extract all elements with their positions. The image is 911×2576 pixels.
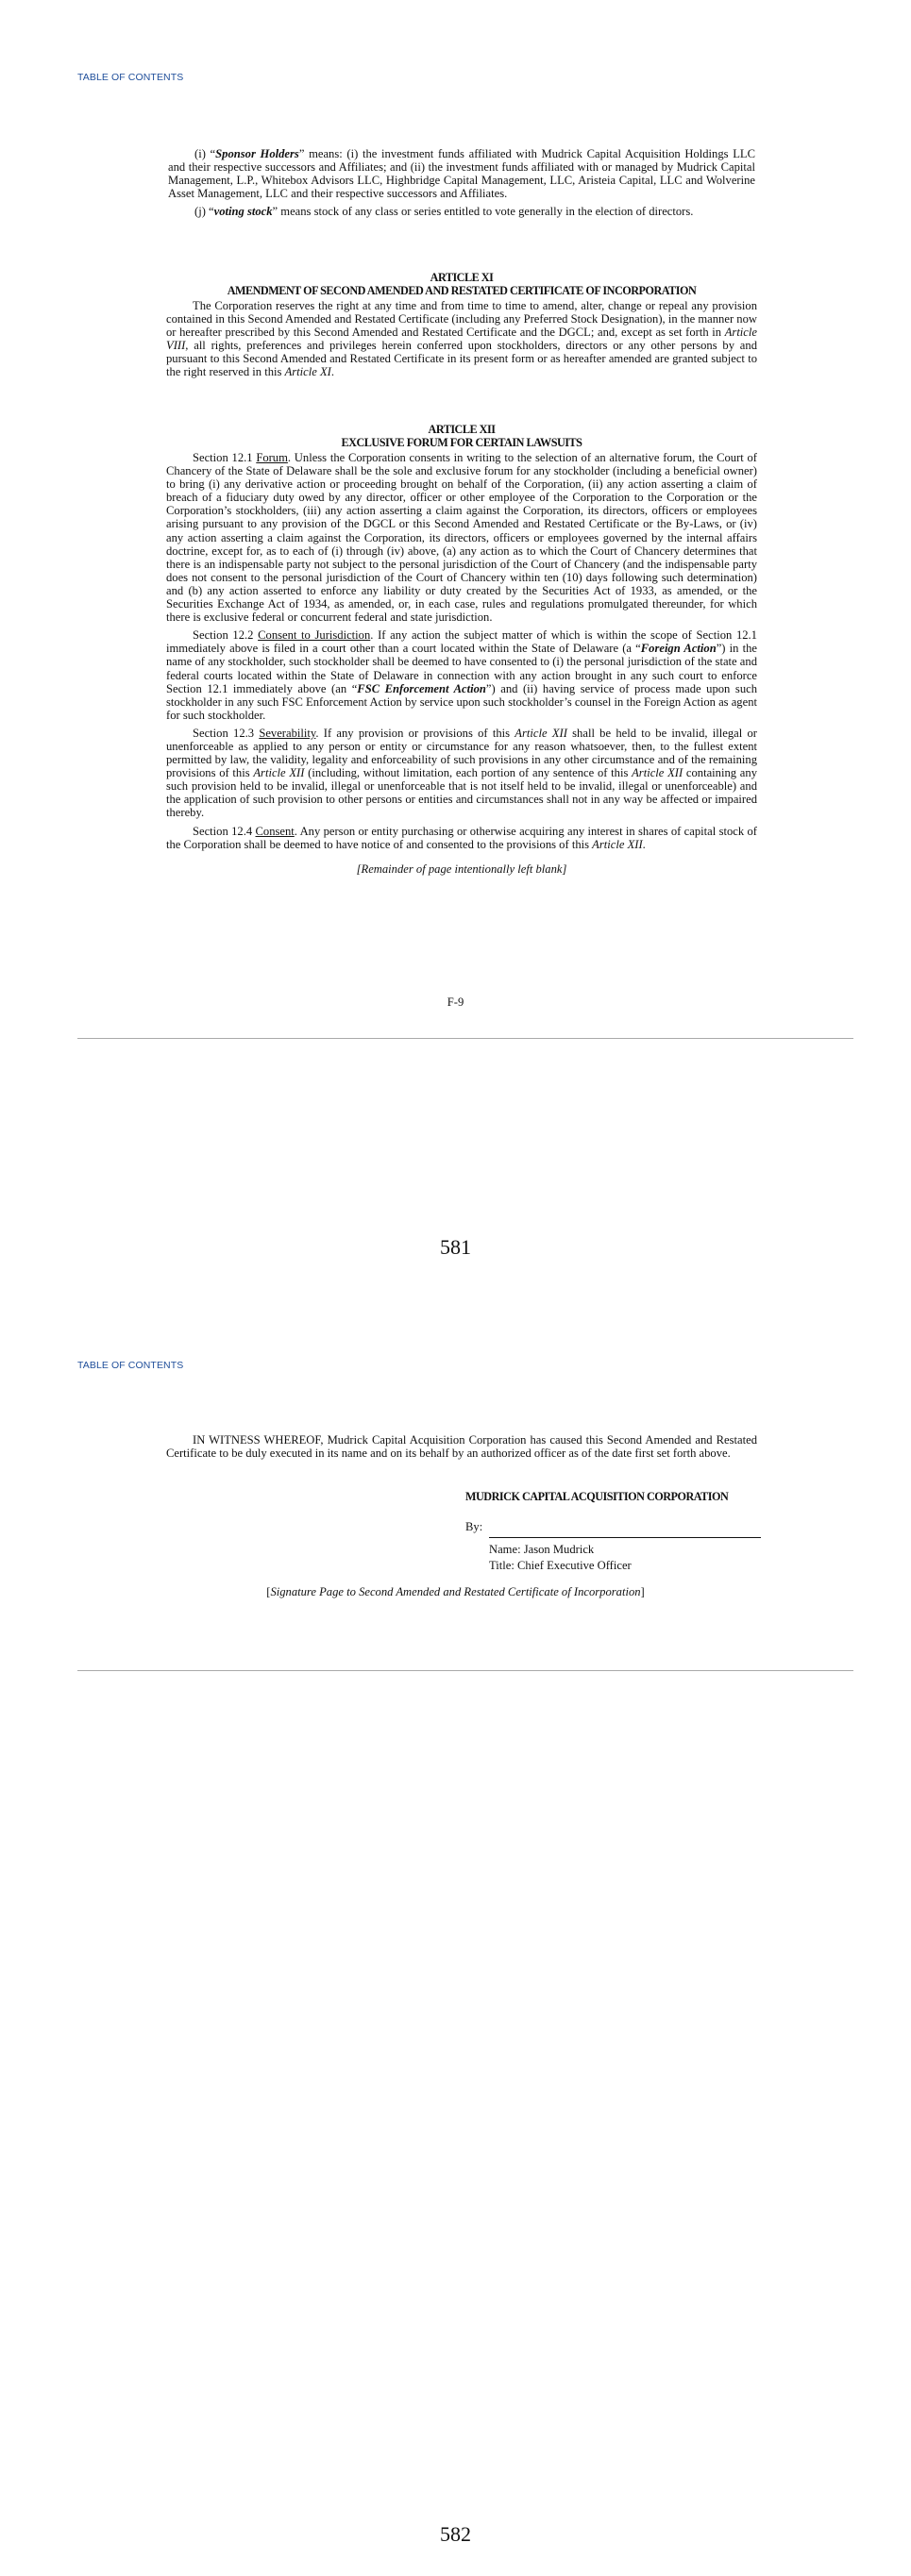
article-xi-title: AMENDMENT OF SECOND AMENDED AND RESTATED CERTIFICATE OF INCORPORATION: [227, 283, 697, 297]
signature-page-caption: [0, 1585, 911, 1599]
witness-paragraph: [166, 1433, 757, 1460]
article-xii: [166, 424, 757, 876]
section-title: Consent to Jurisdiction: [258, 628, 371, 643]
defined-term: Foreign Action: [640, 642, 717, 656]
defined-term: Sponsor Holders: [215, 147, 299, 160]
page-number: 582: [440, 2522, 471, 2546]
page-divider: [77, 1670, 853, 1671]
witness-text: IN WITNESS WHEREOF, Mudrick Capital Acquisition Corporation has caused this Second Amended and Restated Certificate to be duly executed in its name and on its behalf by an authorized officer as of the date first set forth above.: [166, 1433, 757, 1461]
article-xi-body: [166, 299, 757, 379]
section-number: Section 12.4: [193, 824, 256, 838]
by-label: By:: [465, 1520, 483, 1533]
section-text: shall be held to be invalid, illegal or unenforceable as applied to any person or entity or circumstance for any reason whatsoever, then, to the fullest extent permitted by law, the validity, legality and enforceability of such provisions in any other circumstance and of the remaining provisions of this: [166, 726, 758, 780]
section-12-4: [166, 825, 757, 851]
article-reference: Article VIII: [166, 326, 757, 353]
section-12-3: [166, 727, 757, 820]
article-xi: [166, 272, 757, 379]
article-reference: Article XII: [632, 766, 683, 780]
section-title: Consent: [255, 824, 295, 838]
article-reference: Article XII: [592, 837, 643, 851]
section-text: .: [642, 837, 646, 851]
definition-prefix: (i) “: [194, 147, 216, 160]
section-text: . Any person or entity purchasing or otherwise acquiring any interest in shares of capital stock of the Corporation shall be deemed to have notice of and consented to the provisions of this: [166, 824, 757, 851]
section-text: (including, without limitation, each portion of any sentence of this: [304, 766, 633, 780]
section-12-1: [166, 451, 757, 624]
section-text: ”) in the name of any stockholder, such stockholder shall be deemed to have consented to (i) the personal jurisdiction of the state and federal courts located within the State of Delaware in connection with any action brought in any such court to enforce Section 12.1 immediately above (an “: [166, 642, 757, 695]
definition-sponsor-holders: [168, 147, 755, 200]
section-number: Section 12.2: [193, 628, 259, 643]
body-text: The Corporation reserves the right at any time and from time to time to amend, alter, change or repeal any provision contained in this Second Amended and Restated Certificate (including any Preferred Stock Designation), in the manner now or hereafter prescribed by this Second Amended and Restated Certificate and the DGCL; and, except as set forth in: [166, 299, 757, 340]
article-reference: Article XII: [253, 766, 305, 780]
page-divider: [77, 1038, 853, 1039]
page1-body: [168, 147, 755, 218]
section-number: Section 12.1: [193, 451, 257, 464]
section-text: ”) and (ii) having service of process made upon such stockholder in any such FSC Enforcement Action by service upon such stockholder’s counsel in the Foreign Action as agent for such stockholder.: [166, 681, 757, 722]
section-title: Severability: [259, 726, 316, 740]
section-title: Forum: [256, 451, 288, 464]
definition-prefix: (j) “: [194, 205, 214, 219]
body-text: .: [330, 365, 335, 379]
definition-text: ” means stock of any class or series entitled to vote generally in the election of directors.: [272, 205, 694, 219]
section-text: containing any such provision held to be invalid, illegal or unenforceable that is not itself held to be invalid, illegal or unenforceable) and the application of such provision to other persons or entities and circumstances shall not in any way be affected or impaired thereby.: [166, 766, 757, 820]
signer-title: Title: Chief Executive Officer: [489, 1559, 632, 1572]
section-text: . Unless the Corporation consents in writing to the selection of an alternative forum, the Court of Chancery of the State of Delaware shall be the sole and exclusive forum for any stockholder (including a beneficial owner) to bring (i) any derivative action or proceeding brought on behalf of the Corporation, (ii) any action asserting a claim of breach of a fiduciary duty owed by any director, officer or other employee of the Corporation to the Corporation or the Corporation’s stockholders, (iii) any action asserting a claim against the Corporation, its directors, officers or employees arising pursuant to any provision of the DGCL or this Second Amended and Restated Certificate or the By-Laws, or (iv) any action asserting a claim against the Corporation, its directors, officers or employees governed by the internal affairs doctrine, except for, as to each of (i) through (iv) above, (a) any action as to which the Court of Chancery determines that there is an indispensable party not subject to the personal jurisdiction of the Court of Chancery (and the indispensable party does not consent to the personal jurisdiction of the Court of Chancery within ten (10) days following such determination) and (b) any action asserted to enforce any liability or duty created by the Securities Act of 1933, as amended, or the Securities Exchange Act of 1934, as amended, or, in each case, rules and regulations promulgated thereunder, for which there is exclusive federal or concurrent federal and state jurisdiction.: [166, 451, 757, 625]
article-reference: Article XII: [515, 726, 567, 740]
article-reference: Article XI: [284, 365, 331, 379]
section-text: . If any action the subject matter of which is within the scope of Section 12.1 immediately above is filed in a court other than a court located within the State of Delaware (a “: [166, 628, 757, 656]
page-number: 581: [440, 1235, 471, 1259]
article-xii-title: EXCLUSIVE FORUM FOR CERTAIN LAWSUITS: [341, 435, 582, 449]
bracket: ]: [640, 1585, 645, 1598]
table-of-contents-link[interactable]: TABLE OF CONTENTS: [77, 1360, 184, 1371]
remainder-note: [Remainder of page intentionally left blank]: [356, 861, 567, 876]
bracket: [: [266, 1585, 271, 1598]
table-of-contents-link[interactable]: TABLE OF CONTENTS: [77, 72, 184, 83]
article-xii-number: ARTICLE XII: [428, 423, 496, 436]
article-xi-number: ARTICLE XI: [430, 271, 494, 284]
body-text: , all rights, preferences and privileges herein conferred upon stockholders, directors or any other persons by and pursuant to this Second Amended and Restated Certificate in its present form or as hereafter amended are granted subject to the right reserved in this: [166, 339, 757, 379]
definition-voting-stock: [168, 205, 755, 218]
definition-text: ” means: (i) the investment funds affiliated with Mudrick Capital Acquisition Holdings LLC and their respective successors and Affiliates; and (ii) the investment funds affiliated with or managed by Mudrick Capital Management, L.P., Whitebox Advisors LLC, Highbridge Capital Management, LLC, Aristeia Capital, LLC and Wolverine Asset Management, LLC and their respective successors and Affiliates.: [168, 147, 755, 201]
defined-term: voting stock: [213, 205, 273, 219]
section-12-2: [166, 628, 757, 722]
page-label: F-9: [447, 995, 464, 1009]
section-text: . If any provision or provisions of this: [315, 726, 515, 740]
signer-name: Name: Jason Mudrick: [489, 1543, 595, 1556]
defined-term: FSC Enforcement Action: [357, 681, 486, 695]
signature-page-text: Signature Page to Second Amended and Restated Certificate of Incorporation: [270, 1585, 641, 1598]
signature-line: [489, 1537, 761, 1538]
section-number: Section 12.3: [193, 726, 260, 740]
corporation-name: MUDRICK CAPITAL ACQUISITION CORPORATION: [465, 1490, 729, 1503]
